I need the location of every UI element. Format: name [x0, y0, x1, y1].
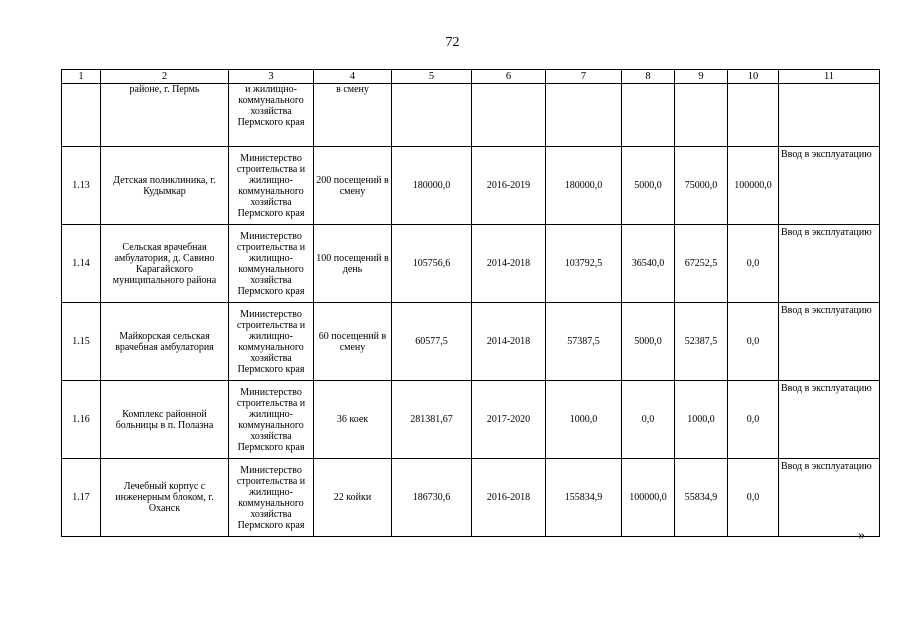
column-header: 7	[546, 70, 622, 84]
table-row	[62, 147, 880, 225]
column-number-row	[62, 70, 880, 84]
amount-cell: 5000,0	[622, 303, 675, 381]
column-header: 6	[472, 70, 546, 84]
row-number-cell: 1.16	[62, 381, 101, 459]
table-cell	[392, 84, 472, 147]
table-row	[62, 459, 880, 537]
column-header: 1	[62, 70, 101, 84]
table-cell	[779, 84, 880, 147]
amount-cell: 0,0	[728, 303, 779, 381]
object-name-cell: Лечебный корпус с инженерным блоком, г. Оханск	[101, 459, 229, 537]
table-row	[62, 381, 880, 459]
estimated-cost-cell: 105756,6	[392, 225, 472, 303]
amount-cell: 55834,9	[675, 459, 728, 537]
table-cell: и жилищно-коммунального хозяйства Пермского края	[229, 84, 314, 147]
object-name-cell: Детская поликлиника, г. Кудымкар	[101, 147, 229, 225]
column-header: 2	[101, 70, 229, 84]
amount-cell: 67252,5	[675, 225, 728, 303]
amount-cell: 103792,5	[546, 225, 622, 303]
program-table	[61, 69, 880, 537]
amount-cell: 57387,5	[546, 303, 622, 381]
row-number-cell: 1.17	[62, 459, 101, 537]
table-row	[62, 225, 880, 303]
estimated-cost-cell: 180000,0	[392, 147, 472, 225]
period-cell: 2016-2018	[472, 459, 546, 537]
table-row	[62, 303, 880, 381]
estimated-cost-cell: 60577,5	[392, 303, 472, 381]
result-cell: Ввод в эксплуатацию	[779, 459, 880, 537]
customer-cell: Министерство строительства и жилищно-коммунального хозяйства Пермского края	[229, 381, 314, 459]
table-cell: в смену	[314, 84, 392, 147]
closing-quote: »	[858, 528, 865, 543]
column-header: 5	[392, 70, 472, 84]
row-number-cell: 1.14	[62, 225, 101, 303]
amount-cell: 0,0	[728, 459, 779, 537]
result-cell: Ввод в эксплуатацию	[779, 147, 880, 225]
column-header: 9	[675, 70, 728, 84]
period-cell: 2014-2018	[472, 225, 546, 303]
table-cell	[546, 84, 622, 147]
table-cell	[622, 84, 675, 147]
page-number: 72	[445, 35, 460, 50]
customer-cell: Министерство строительства и жилищно-коммунального хозяйства Пермского края	[229, 303, 314, 381]
capacity-cell: 22 койки	[314, 459, 392, 537]
customer-cell: Министерство строительства и жилищно-коммунального хозяйства Пермского края	[229, 459, 314, 537]
column-header: 10	[728, 70, 779, 84]
capacity-cell: 200 посещений в смену	[314, 147, 392, 225]
amount-cell: 100000,0	[728, 147, 779, 225]
object-name-cell: Майкорская сельская врачебная амбулатория	[101, 303, 229, 381]
table-cell	[62, 84, 101, 147]
column-header: 8	[622, 70, 675, 84]
estimated-cost-cell: 186730,6	[392, 459, 472, 537]
column-header: 11	[779, 70, 880, 84]
capacity-cell: 60 посещений в смену	[314, 303, 392, 381]
period-cell: 2014-2018	[472, 303, 546, 381]
amount-cell: 1000,0	[675, 381, 728, 459]
result-cell: Ввод в эксплуатацию	[779, 303, 880, 381]
continued-row	[62, 84, 880, 147]
amount-cell: 100000,0	[622, 459, 675, 537]
column-header: 4	[314, 70, 392, 84]
table-cell	[472, 84, 546, 147]
capacity-cell: 100 посещений в день	[314, 225, 392, 303]
column-header: 3	[229, 70, 314, 84]
table-cell: районе, г. Пермь	[101, 84, 229, 147]
result-cell: Ввод в эксплуатацию	[779, 225, 880, 303]
amount-cell: 1000,0	[546, 381, 622, 459]
customer-cell: Министерство строительства и жилищно-коммунального хозяйства Пермского края	[229, 225, 314, 303]
object-name-cell: Сельская врачебная амбулатория, д. Савино Карагайского муниципального района	[101, 225, 229, 303]
object-name-cell: Комплекс районной больницы в п. Полазна	[101, 381, 229, 459]
amount-cell: 0,0	[728, 381, 779, 459]
table-cell	[675, 84, 728, 147]
table-cell	[728, 84, 779, 147]
result-cell: Ввод в эксплуатацию	[779, 381, 880, 459]
amount-cell: 75000,0	[675, 147, 728, 225]
amount-cell: 5000,0	[622, 147, 675, 225]
capacity-cell: 36 коек	[314, 381, 392, 459]
amount-cell: 0,0	[728, 225, 779, 303]
period-cell: 2017-2020	[472, 381, 546, 459]
amount-cell: 180000,0	[546, 147, 622, 225]
customer-cell: Министерство строительства и жилищно-коммунального хозяйства Пермского края	[229, 147, 314, 225]
period-cell: 2016-2019	[472, 147, 546, 225]
row-number-cell: 1.15	[62, 303, 101, 381]
amount-cell: 36540,0	[622, 225, 675, 303]
amount-cell: 155834,9	[546, 459, 622, 537]
estimated-cost-cell: 281381,67	[392, 381, 472, 459]
amount-cell: 0,0	[622, 381, 675, 459]
amount-cell: 52387,5	[675, 303, 728, 381]
row-number-cell: 1.13	[62, 147, 101, 225]
